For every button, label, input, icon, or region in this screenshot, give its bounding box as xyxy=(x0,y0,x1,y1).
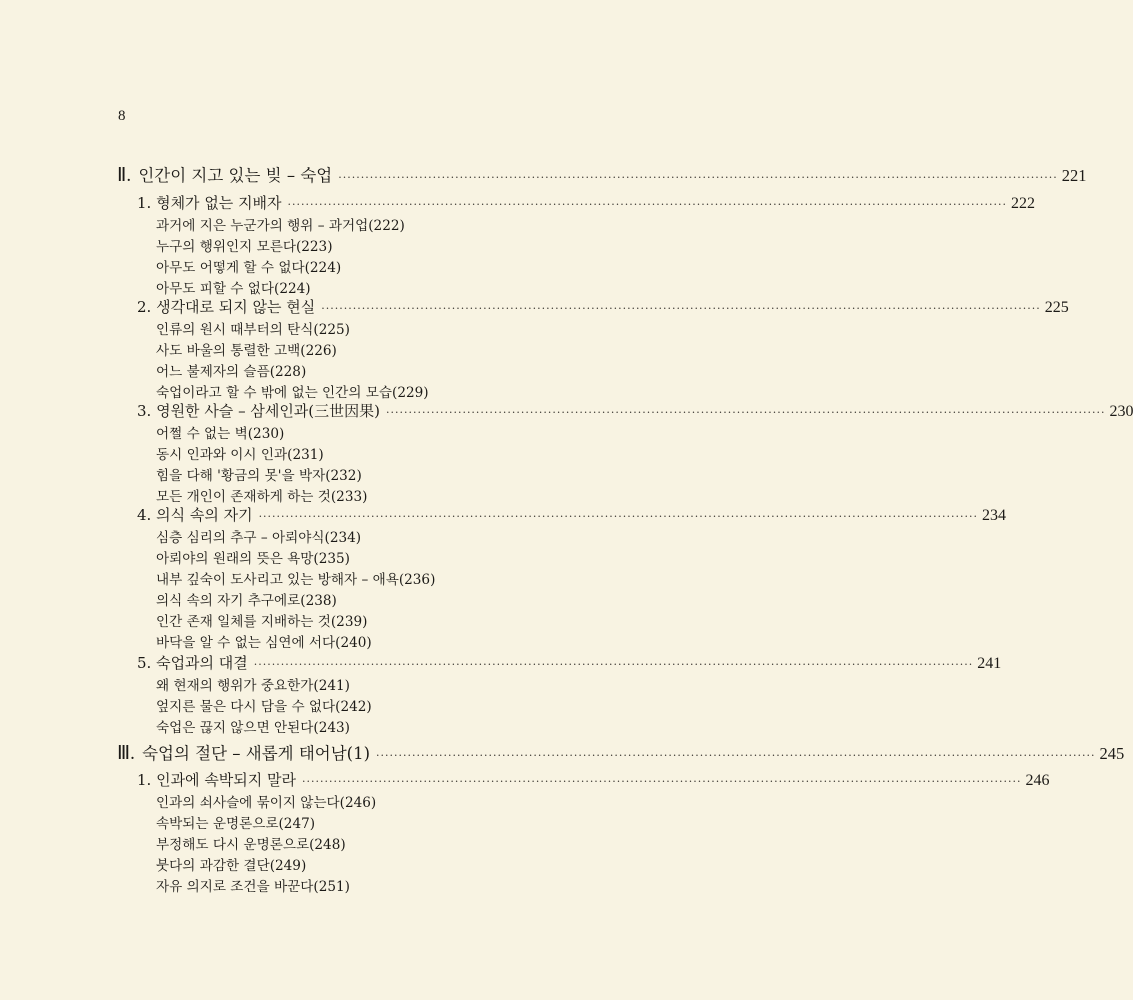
section-entry: 내부 깊숙이 도사리고 있는 방해자 – 애욕(236) xyxy=(156,571,436,588)
chapter-heading xyxy=(137,769,1050,790)
leader-dots: ································································································································································ xyxy=(338,171,1058,184)
chapter-title: 2. 생각대로 되지 않는 현실 xyxy=(137,298,316,316)
section-entry: 붓다의 과감한 결단(249) xyxy=(156,857,307,874)
section-entry: 의식 속의 자기 추구에로(238) xyxy=(156,592,337,609)
section-entry: 숙업은 끊지 않으면 안된다(243) xyxy=(156,719,350,736)
part-heading xyxy=(117,162,1087,187)
section-entry: 속박되는 운명론으로(247) xyxy=(156,815,316,832)
part-title-text: 숙업의 절단 – 새롭게 태어남(1) xyxy=(142,744,371,763)
leader-dots: ································································································································································ xyxy=(258,510,979,523)
section-entry: 과거에 지은 누군가의 행위 – 과거업(222) xyxy=(156,218,405,234)
chapter-page-number: 230 xyxy=(1109,403,1133,420)
chapter-page-number: 241 xyxy=(977,655,1002,672)
chapter-page-number: 246 xyxy=(1025,772,1050,789)
leader-dots: ································································································································································ xyxy=(386,406,1106,419)
chapter-heading xyxy=(137,504,1007,525)
part-numeral: Ⅲ. xyxy=(117,743,135,764)
chapter-title: 4. 의식 속의 자기 xyxy=(137,506,253,524)
chapter-heading xyxy=(137,652,1002,673)
chapter-title: 3. 영원한 사슬 – 삼세인과(三世因果) xyxy=(137,402,380,420)
section-entry: 심층 심리의 추구 – 아뢰야식(234) xyxy=(156,530,362,546)
section-entry: 동시 인과와 이시 인과(231) xyxy=(156,446,324,463)
section-entry: 인과의 쇠사슬에 묶이지 않는다(246) xyxy=(156,795,377,811)
leader-dots: ································································································································································ xyxy=(376,749,1096,762)
part-page-number: 221 xyxy=(1061,166,1087,185)
part-numeral: Ⅱ. xyxy=(117,165,132,186)
section-entry: 바닥을 알 수 없는 심연에 서다(240) xyxy=(156,634,372,651)
chapter-title: 1. 인과에 속박되지 말라 xyxy=(137,771,297,789)
section-entry: 사도 바울의 통렬한 고백(226) xyxy=(156,342,337,359)
section-entry: 아뢰야의 원래의 뜻은 욕망(235) xyxy=(156,550,350,567)
part-page-number: 245 xyxy=(1099,744,1125,763)
section-entry: 힘을 다해 '황금의 못'을 박자(232) xyxy=(156,467,362,484)
section-entry: 모든 개인이 존재하게 하는 것(233) xyxy=(156,488,368,505)
chapter-heading xyxy=(137,192,1035,213)
section-entry: 부정해도 다시 운명론으로(248) xyxy=(156,836,346,853)
leader-dots: ································································································································································ xyxy=(253,658,974,671)
part-title xyxy=(117,162,332,187)
section-entry: 어쩔 수 없는 벽(230) xyxy=(156,426,285,442)
section-entry: 어느 불제자의 슬픔(228) xyxy=(156,363,307,380)
chapter-title: 1. 형체가 없는 지배자 xyxy=(137,194,282,212)
chapter-page-number: 222 xyxy=(1011,195,1035,212)
section-entry: 인간 존재 일체를 지배하는 것(239) xyxy=(156,613,368,630)
section-entry: 아무도 피할 수 없다(224) xyxy=(156,280,311,297)
chapter-page-number: 225 xyxy=(1044,299,1069,316)
chapter-heading xyxy=(137,400,1133,421)
part-heading xyxy=(117,740,1125,765)
part-title xyxy=(117,740,370,765)
chapter-title: 5. 숙업과의 대결 xyxy=(137,654,248,672)
chapter-heading xyxy=(137,296,1069,317)
page-number: 8 xyxy=(118,108,126,124)
section-entry: 자유 의지로 조건을 바꾼다(251) xyxy=(156,878,350,895)
section-entry: 인류의 원시 때부터의 탄식(225) xyxy=(156,322,350,338)
section-entry: 엎지른 물은 다시 담을 수 없다(242) xyxy=(156,698,372,715)
section-entry: 아무도 어떻게 할 수 없다(224) xyxy=(156,259,342,276)
section-entry: 왜 현재의 행위가 중요한가(241) xyxy=(156,678,350,694)
leader-dots: ································································································································································ xyxy=(302,775,1022,788)
section-entry: 누구의 행위인지 모른다(223) xyxy=(156,238,333,255)
part-title-text: 인간이 지고 있는 빚 – 숙업 xyxy=(138,166,333,185)
section-entry: 숙업이라고 할 수 밖에 없는 인간의 모습(229) xyxy=(156,384,429,401)
leader-dots: ································································································································································ xyxy=(287,198,1007,211)
leader-dots: ································································································································································ xyxy=(321,302,1041,315)
chapter-page-number: 234 xyxy=(982,507,1007,524)
